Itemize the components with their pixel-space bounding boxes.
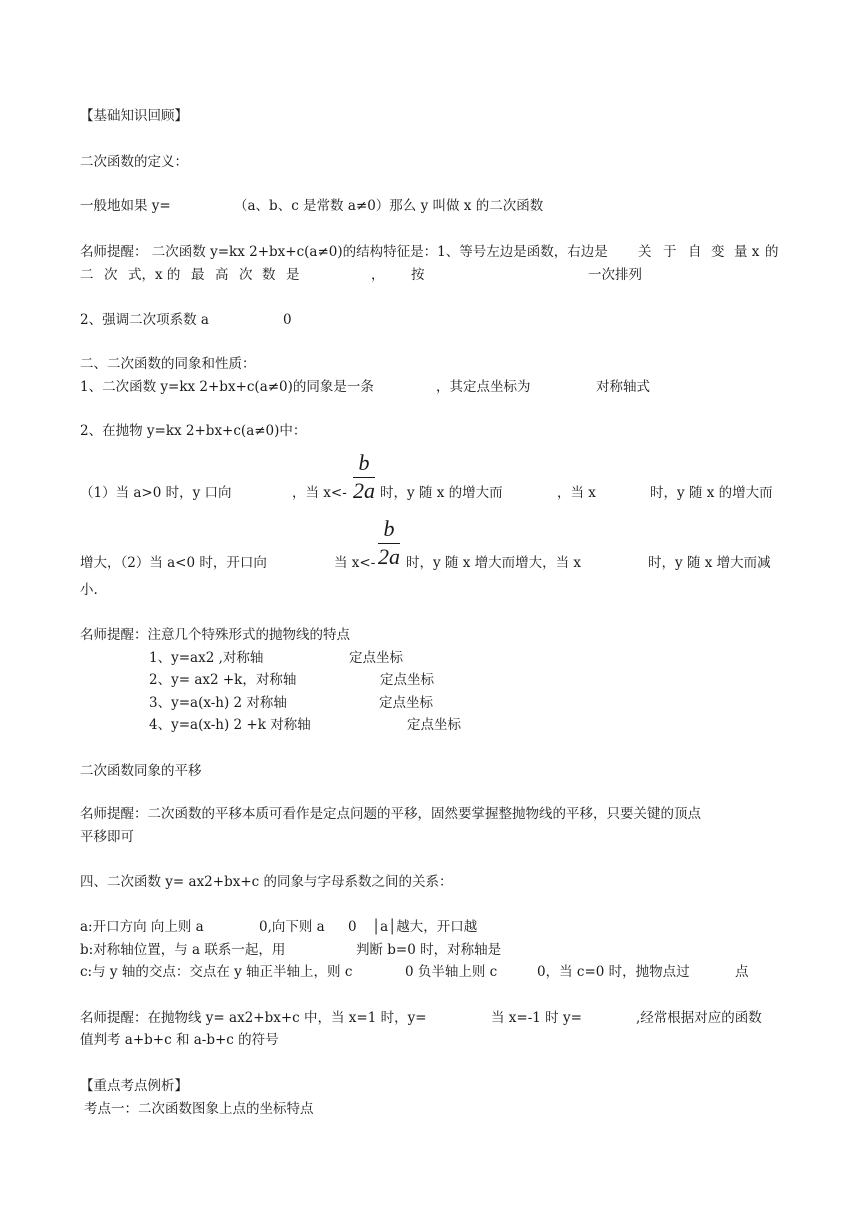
tip2-row-3: 3、y=a(x-h) 2 对称轴 [149,695,287,711]
tip1-word: 最 [191,267,205,283]
tip1-word: 高 [215,267,229,283]
relation-b: 判断 b=0 时，对称轴是 [356,942,502,958]
fraction-denominator: 2a [378,544,400,569]
tip1-word: 关 [638,244,652,260]
tip1-word: 于 [663,244,677,260]
relation-a: a:开口方向 向上则 a [80,919,204,935]
definition-text-start: 一般地如果 y= [80,198,171,214]
tip2-row-1: 1、y=ax2 ,对称轴 [149,650,264,666]
tip1-word: 次 [239,267,253,283]
tip1-word: 变 [711,244,725,260]
tip1-word: 次 [104,267,118,283]
key-point-1: 考点一：二次函数图象上点的坐标特点 [84,1101,314,1117]
tip1-text: 名师提醒： 二次函数 y=kx 2+bx+c(a≠0)的结构特征是：1、等号左边是函数，右边是 [80,244,608,260]
tip2-row-3-vertex: 定点坐标 [379,695,433,711]
shift-title: 二次函数同象的平移 [80,763,202,779]
paragraph1-text: ，当 x [557,485,596,501]
paragraph1-text: 时，y 随 x 的增大而 [380,485,503,501]
paragraph2-text: 小. [80,582,98,598]
tip2-row-2-vertex: 定点坐标 [380,672,434,688]
tip2-row-4-vertex: 定点坐标 [407,717,461,733]
tip1-word: 二 [80,267,94,283]
relation-c: 0，当 c=0 时，抛物点过 [537,964,690,980]
section4-title: 四、二次函数 y= ax2+bx+c 的同象与字母系数之间的关系： [80,874,453,890]
fraction-denominator: 2a [353,478,375,503]
tip3-line2: 平移即可 [80,829,134,845]
fraction-b-over-2a [349,452,379,502]
tip1-word: 是 [286,267,300,283]
section2-line1: 1、二次函数 y=kx 2+bx+c(a≠0)的同象是一条 [80,379,374,395]
tip1-word: 量 x [734,244,760,260]
paragraph2-text: 增大，（2）当 a<0 时，开口向 [80,555,267,571]
section-heading-key: 【重点考点例析】 [80,1078,188,1094]
tip4-text: 名师提醒：在抛物线 y= ax2+bx+c 中，当 x=1 时，y= [80,1010,427,1026]
definition-text-end: （a、b、c 是常数 a≠0）那么 y 叫做 x 的二次函数 [234,198,544,214]
section-heading-basic: 【基础知识回顾】 [80,108,188,124]
tip4-line2: 值判考 a+b+c 和 a-b+c 的符号 [80,1032,279,1048]
paragraph1-text: 时，y 随 x 的增大而 [650,485,773,501]
tip2-row-1-vertex: 定点坐标 [349,650,403,666]
section2-line1: ，其定点坐标为 [436,379,531,395]
tip4-text: 当 x=-1 时 y= [491,1010,582,1026]
relation-c: 点 [735,964,749,980]
relation-c: c:与 y 轴的交点：交点在 y 轴正半轴上，则 c [80,964,353,980]
relation-c: 0 负半轴上则 c [405,964,498,980]
relation-a: 0 [348,919,357,935]
paragraph2-text: 当 x<- [334,555,376,571]
tip1-word: 自 [688,244,702,260]
relation-a: 0,向下则 a [259,919,325,935]
tip4-text: ,经常根据对应的函数 [636,1010,762,1026]
fraction-numerator: b [358,450,370,475]
relation-a: │a│越大，开口越 [372,919,478,935]
tip3-line1: 名师提醒：二次函数的平移本质可看作是定点问题的平移，固然要掌握整抛物线的平移，只要关键的顶点 [80,806,701,822]
emphasis-text: 2、强调二次项系数 a [80,312,209,328]
tip1-word: 的 [765,244,779,260]
tip2-title: 名师提醒：注意几个特殊形式的抛物线的特点 [80,627,350,643]
paragraph1-text: （1）当 a>0 时，y 口向 [80,485,232,501]
tip1-word: 数 [262,267,276,283]
tip1-word: 式，x 的 [128,267,181,283]
fraction-numerator: b [383,516,395,541]
tip2-row-4: 4、y=a(x-h) 2 +k 对称轴 [149,717,311,733]
definition-title: 二次函数的定义： [80,154,188,170]
emphasis-value: 0 [283,312,292,328]
section2-line2: 2、在抛物 y=kx 2+bx+c(a≠0)中： [80,423,307,439]
section2-title: 二、二次函数的同象和性质： [80,356,256,372]
paragraph2-text: 时，y 随 x 增大而减 [648,555,771,571]
section2-line1: 对称轴式 [596,379,650,395]
tip1-word: ， [371,267,385,283]
fraction-b-over-2a [374,518,404,568]
relation-b: b:对称轴位置，与 a 联系一起，用 [80,942,286,958]
tip2-row-2: 2、y= ax2 +k，对称轴 [149,672,297,688]
tip1-word: 一次排列 [588,267,642,283]
paragraph2-text: 时，y 随 x 增大而增大，当 x [406,555,582,571]
tip1-word: 按 [411,267,425,283]
paragraph1-text: ，当 x<- [292,485,347,501]
